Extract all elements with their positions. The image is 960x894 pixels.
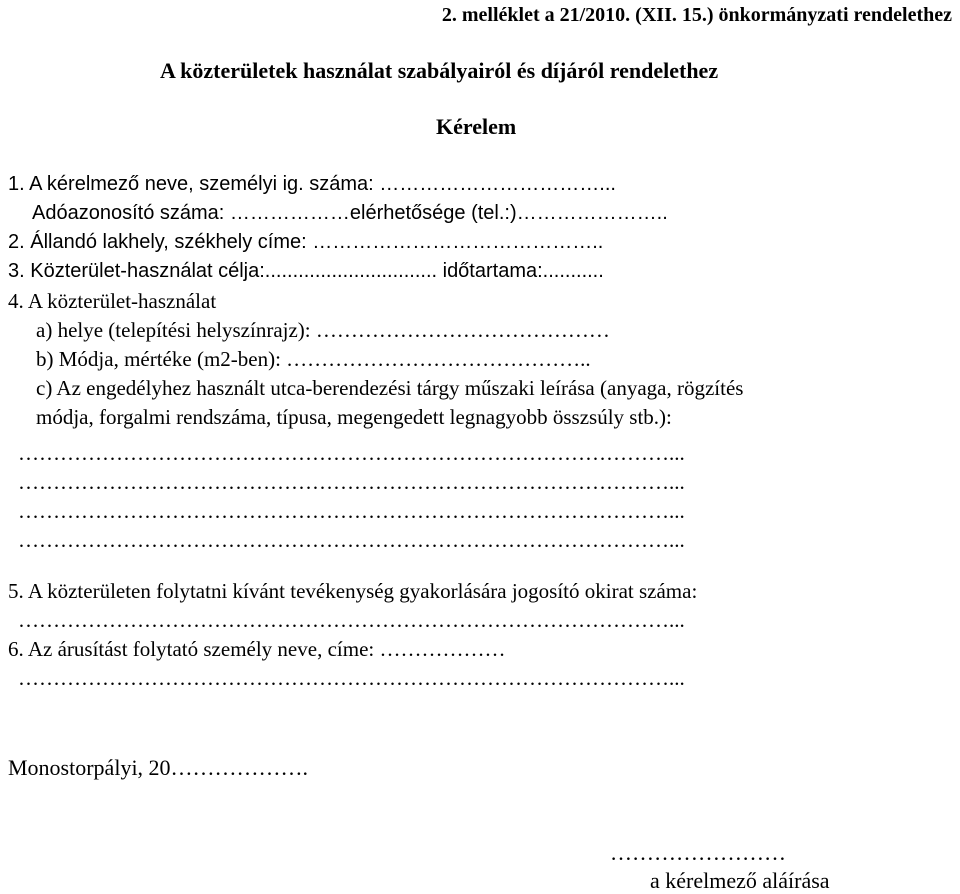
- field-equipment-description-line1: c) Az engedélyhez használt utca-berendezési tárgy műszaki leírása (anyaga, rögzítés: [36, 376, 744, 400]
- field-equipment-description-line2: módja, forgalmi rendszáma, típusa, megengedett legnagyobb összsúly stb.):: [36, 405, 672, 429]
- field-applicant-name: 1. A kérelmező neve, személyi ig. száma: ……………………………...: [8, 173, 616, 195]
- dotted-fill-line: …………………………………………………………………………………...: [18, 666, 685, 690]
- field-permit-document-number: 5. A közterületen folytatni kívánt tevékenység gyakorlására jogosító okirat száma:: [8, 579, 698, 603]
- form-title: Kérelem: [436, 114, 517, 139]
- document-title: A közterületek használat szabályairól és díjáról rendelethez: [160, 58, 719, 83]
- dotted-fill-line: …………………………………………………………………………………...: [18, 441, 685, 465]
- dotted-fill-line: …………………………………………………………………………………...: [18, 608, 685, 632]
- field-tax-id: Adóazonosító száma: ………………elérhetősége (tel.:)…………………..: [32, 202, 668, 224]
- dotted-fill-line: …………………………………………………………………………………...: [18, 528, 685, 552]
- field-purpose: 3. Közterület-használat célja:............................... időtartama:...........: [8, 260, 604, 282]
- field-usage-extent: b) Módja, mértéke (m2-ben): ……………………………………..: [36, 347, 591, 371]
- annex-reference: 2. melléklet a 21/2010. (XII. 15.) önkormányzati rendelethez: [441, 4, 952, 26]
- field-vendor-name-address: 6. Az árusítást folytató személy neve, címe: ………………: [8, 637, 506, 661]
- dotted-fill-line: …………………………………………………………………………………...: [18, 470, 685, 494]
- signature-label: a kérelmező aláírása: [650, 868, 830, 893]
- field-address: 2. Állandó lakhely, székhely címe: ……………………………………..: [8, 231, 604, 253]
- field-usage-heading: 4. A közterület-használat: [8, 289, 217, 313]
- signature-line: ……………………: [610, 840, 786, 865]
- dotted-fill-line: …………………………………………………………………………………...: [18, 499, 685, 523]
- field-usage-location: a) helye (telepítési helyszínrajz): ……………………………………: [36, 318, 610, 342]
- place-date: Monostorpályi, 20……………….: [8, 755, 309, 780]
